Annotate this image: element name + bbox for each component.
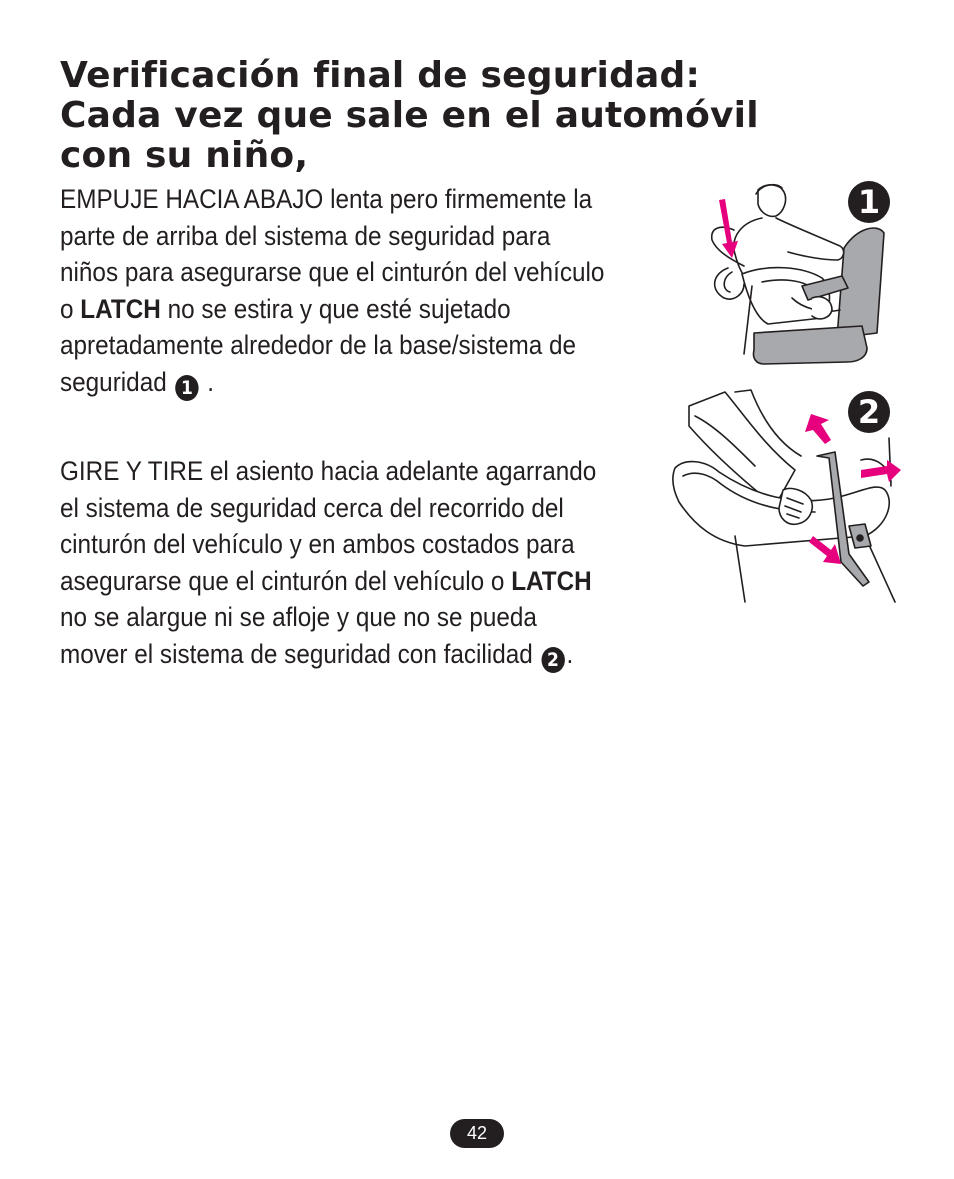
title-line-2: Cada vez que sale en el automóvil	[60, 95, 759, 136]
text-fragment: o	[60, 293, 81, 324]
instruction-twist-pull	[60, 453, 618, 673]
text-line	[60, 291, 618, 328]
text-fragment: .	[200, 366, 214, 397]
latch-term: LATCH	[80, 293, 161, 324]
instruction-push-down	[60, 181, 618, 401]
figure-ref-2-icon: 2	[541, 647, 564, 673]
text-line: EMPUJE HACIA ABAJO lenta pero firmemente la	[60, 184, 593, 214]
text-fragment: seguridad	[60, 366, 174, 397]
text-fragment: asegurarse que el cinturón del vehículo o	[60, 565, 512, 596]
figure-2-icon: 2	[848, 391, 890, 433]
page-number: 42	[450, 1119, 504, 1148]
text-line	[60, 636, 618, 673]
title-line-1: Verificación final de seguridad:	[60, 55, 701, 96]
text-line: cinturón del vehículo y en ambos costados para	[60, 529, 575, 560]
text-line: parte de arriba del sistema de seguridad para	[60, 220, 551, 251]
text-line: apretadamente alrededor de la base/sistema de	[60, 330, 577, 361]
text-fragment: no se estira y que esté sujetado	[160, 293, 511, 324]
figure-1-icon: 1	[848, 181, 890, 223]
text-line	[60, 364, 618, 401]
text-line: niños para asegurarse que el cinturón del vehículo	[60, 257, 605, 288]
figure-ref-1-icon: 1	[175, 375, 198, 401]
text-fragment: .	[566, 638, 574, 669]
text-line	[60, 563, 618, 600]
latch-term: LATCH	[511, 565, 592, 596]
text-line: el sistema de seguridad cerca del recorrido del	[60, 492, 564, 523]
page-title	[60, 56, 860, 176]
title-line-3: con su niño,	[60, 135, 309, 176]
text-line: no se alargue ni se afloje y que no se pueda	[60, 602, 537, 633]
text-line: GIRE Y TIRE el asiento hacia adelante agarrando	[60, 456, 597, 486]
text-fragment: mover el sistema de seguridad con facilidad	[60, 638, 540, 669]
